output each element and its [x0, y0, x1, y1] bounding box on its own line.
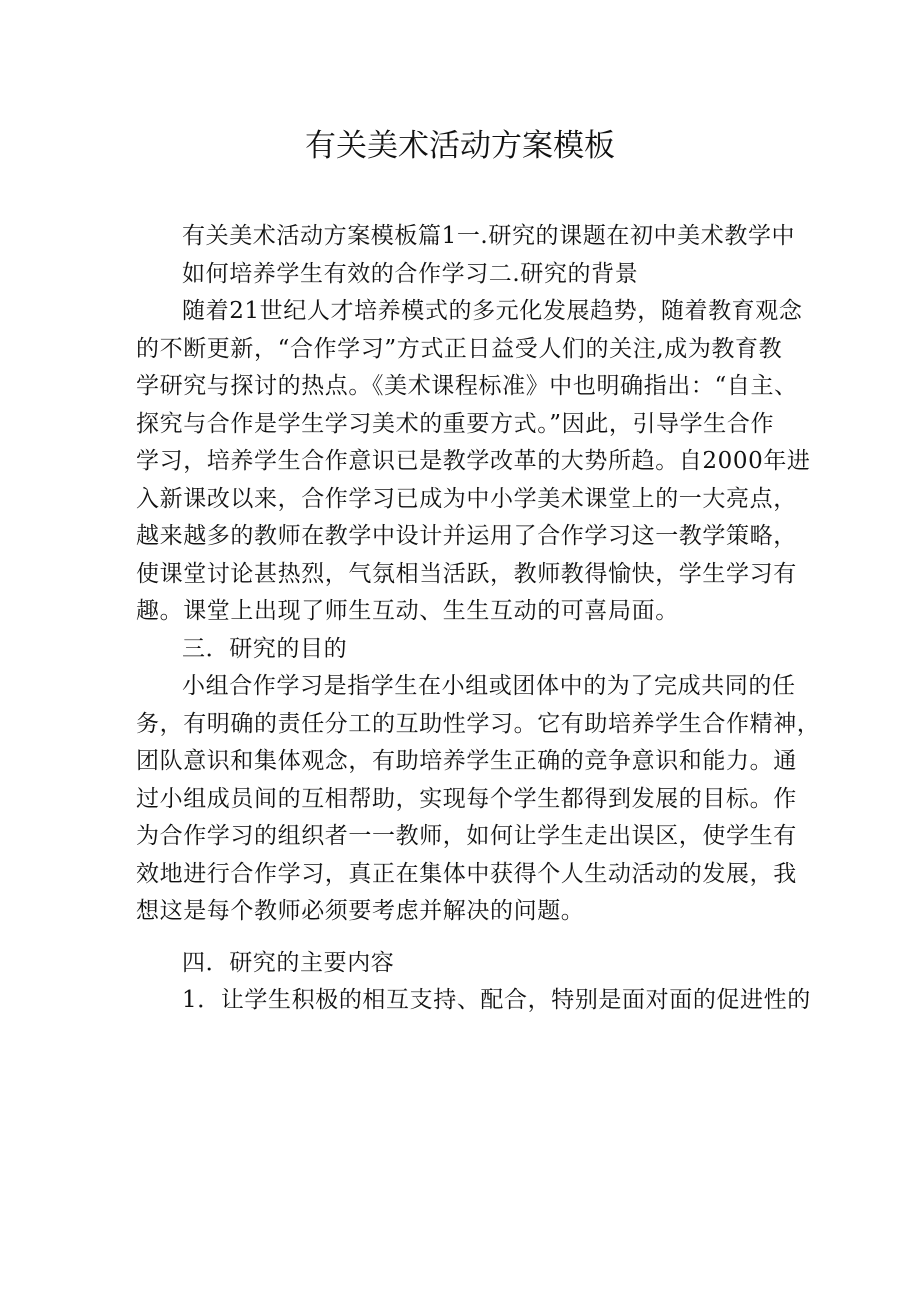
text-line: 想这是每个教师必须要考虑并解决的问题。 — [136, 898, 585, 924]
text-line: 1．让学生积极的相互支持、配合，特别是面对面的促进性的 — [182, 987, 811, 1013]
text-line: 为合作学习的组织者一一教师，如何让学生走出误区，使学生有 — [136, 823, 797, 849]
text-line: 如何培养学生有效的合作学习二.研究的背景 — [182, 260, 639, 287]
text-line: 学研究与探讨的热点。《美术课程标准》中也明确指出：“自主、 — [136, 373, 798, 399]
text-line: 效地进行合作学习，真正在集体中获得个人生动活动的发展，我 — [136, 860, 797, 887]
text-line: 趣。课堂上出现了师生互动、生生互动的可喜局面。 — [136, 598, 679, 624]
document-title: 有关美术活动方案模板 — [305, 128, 615, 164]
text-line: 有关美术活动方案模板篇1一.研究的课题在初中美术教学中 — [182, 223, 796, 249]
text-line: 的不断更新，“合作学习”方式正日益受人们的关注,成为教育教 — [136, 335, 783, 362]
text-line: 随着21世纪人才培养模式的多元化发展趋势，随着教育观念 — [182, 298, 803, 324]
text-line: 越来越多的教师在教学中设计并运用了合作学习这一教学策略， — [136, 523, 797, 549]
text-line: 务，有明确的责任分工的互助性学习。它有助培养学生合作精神， — [136, 710, 821, 737]
text-line: 团队意识和集体观念，有助培养学生正确的竞争意识和能力。通 — [136, 748, 797, 774]
text-line: 小组合作学习是指学生在小组或团体中的为了完成共同的任 — [182, 673, 796, 699]
text-line: 使课堂讨论甚热烈，气氛相当活跃，教师教得愉快，学生学习有 — [136, 560, 797, 587]
text-line: 学习，培养学生合作意识已是教学改革的大势所趋。自2000年进 — [136, 448, 811, 474]
text-line: 过小组成员间的互相帮助，实现每个学生都得到发展的目标。作 — [136, 785, 797, 812]
section-heading: 三．研究的目的 — [182, 635, 348, 662]
paragraph-gap — [136, 931, 786, 945]
text-line: 入新课改以来，合作学习已成为中小学美术课堂上的一大亮点， — [136, 485, 797, 512]
text-line: 探究与合作是学生学习美术的重要方式。”因此，引导学生合作 — [136, 410, 775, 437]
section-heading: 四．研究的主要内容 — [182, 949, 395, 976]
document-body — [136, 218, 821, 1020]
